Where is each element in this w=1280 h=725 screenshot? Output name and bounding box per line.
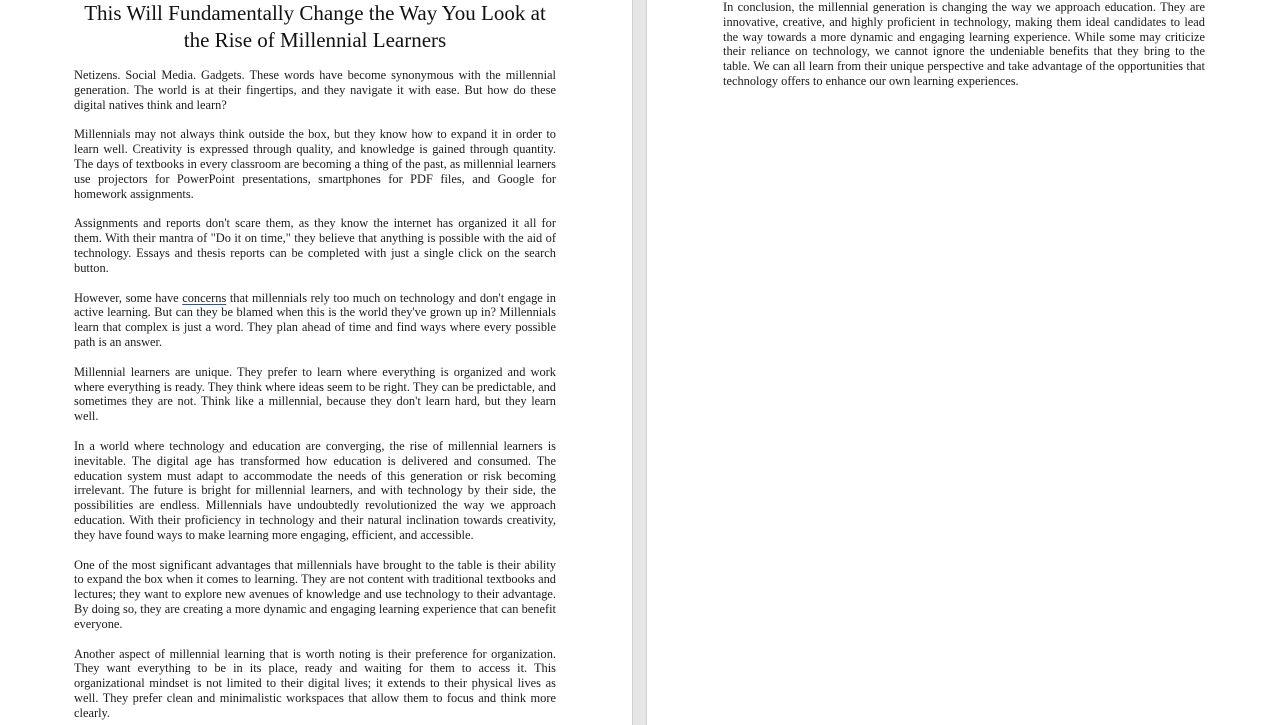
spellcheck-flagged-word[interactable]: concerns bbox=[182, 290, 227, 305]
paragraph-converging[interactable]: In a world where technology and education are converging, the rise of millennial learners is inevitable. The digital age has transformed how education is delivered and consumed. The education system must adapt to accommodate the needs of this generation or risk becoming irrelevant. The future is bright for millennial learners, and with technology by their side, the possibilities are endless. Millennials have undoubtedly revolutionized the way we approach education. With their proficiency in technology and their natural inclination towards creativity, they have found ways to make learning more engaging, efficient, and accessible. bbox=[74, 438, 556, 542]
paragraph-conclusion[interactable]: In conclusion, the millennial generation is changing the way we approach education. They are innovative, creative, and highly proficient in technology, making them ideal candidates to lead the way towards a more dynamic and engaging learning experience. While some may criticize their reliance on technology, we cannot ignore the undeniable benefits that they bring to the table. We can all learn from their unique perspective and take advantage of the opportunities that technology offers to enhance our own learning experiences. bbox=[723, 0, 1205, 88]
paragraph-concerns[interactable] bbox=[74, 291, 556, 350]
document-title bbox=[74, 0, 556, 54]
document-page-left[interactable] bbox=[0, 0, 632, 725]
title-line-2: the Rise of Millennial Learners bbox=[183, 28, 447, 52]
paragraph-unique[interactable]: Millennial learners are unique. They prefer to learn where everything is organized and work where everything is ready. They think where ideas seem to be right. They can be predictable, and sometimes they are not. Think like a millennial, because they don't learn hard, but they learn well. bbox=[74, 364, 556, 424]
paragraph-assignments[interactable]: Assignments and reports don't scare them, as they know the internet has organized it all for them. With their mantra of "Do it on time," they believe that anything is possible with the aid of technology. Essays and thesis reports can be completed with just a single click on the search button. bbox=[74, 216, 556, 275]
paragraph-concerns-before: However, some have bbox=[74, 290, 183, 305]
page-body-left bbox=[74, 0, 556, 720]
title-line-1: This Will Fundamentally Change the Way You Look at bbox=[84, 1, 546, 25]
page-gutter bbox=[632, 0, 647, 725]
paragraph-concerns-after: that millennials rely too much on technology and don't engage in active learning. But can they be blamed when this is the world they've grown up in? Millennials learn that complex is just a word. They plan ahead of time and find ways where every possible path is an answer. bbox=[74, 290, 556, 349]
paragraph-expand-box[interactable]: Millennials may not always think outside the box, but they know how to expand it in order to learn well. Creativity is expressed through quality, and knowledge is gained through quantity. The days of textbooks in every classroom are becoming a thing of the past, as millennial learners use projectors for PowerPoint presentations, smartphones for PDF files, and Google for homework assignments. bbox=[74, 127, 556, 201]
paragraph-organization[interactable]: Another aspect of millennial learning that is worth noting is their preference for organization. They want everything to be in its place, ready and waiting for them to access it. This organizational mindset is not limited to their digital lives; it extends to their physical lives as well. They prefer clean and minimalistic workspaces that allow them to focus and think more clearly. bbox=[74, 646, 556, 720]
document-page-right[interactable] bbox=[647, 0, 1280, 725]
page-body-right bbox=[723, 0, 1205, 89]
paragraph-intro[interactable]: Netizens. Social Media. Gadgets. These words have become synonymous with the millennial generation. The world is at their fingertips, and they navigate it with ease. But how do these digital natives think and learn? bbox=[74, 68, 556, 112]
paragraph-advantages[interactable]: One of the most significant advantages that millennials have brought to the table is their ability to expand the box when it comes to learning. They are not content with traditional textbooks and lectures; they want to explore new avenues of knowledge and use technology to their advantage. By doing so, they are creating a more dynamic and engaging learning experience that can benefit everyone. bbox=[74, 557, 556, 631]
